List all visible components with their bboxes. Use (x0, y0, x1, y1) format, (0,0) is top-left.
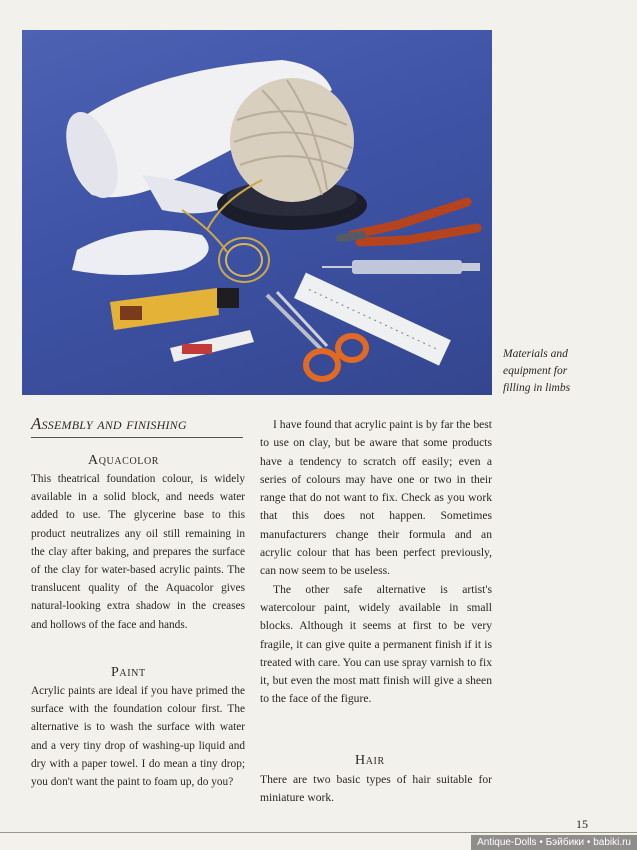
watermark: Antique-Dolls • Бэйбики • babiki.ru (471, 835, 637, 850)
watercolour-paragraph: The other safe alternative is artist's watercolour paint, widely available in small blocks. Although it seems at first to be very fragile, it can give quite a permanent finish if it is treated with care. You can use spray varnish to fix it, but even the most matt finish will give a sheen to the face of the figure. (260, 582, 492, 706)
hair-paragraph: There are two basic types of hair suitable for miniature work. (260, 773, 492, 805)
paint-paragraph: Acrylic paints are ideal if you have primed the surface with the foundation colour first. The alternative is to wash the surface with water and a very tiny drop of washing-up liquid and dry with a paper towel. I do mean a tiny drop; you don't want the paint to foam up, do you? (31, 685, 245, 789)
footer-rule (0, 832, 637, 833)
paint-text (31, 682, 245, 791)
aquacolor-text (31, 470, 245, 634)
caption-line: equipment for (503, 365, 568, 377)
hair-text (260, 771, 492, 808)
materials-photo (22, 30, 492, 395)
paint-heading: Paint (111, 665, 146, 680)
caption-line: filling in limbs (503, 382, 571, 394)
small-tube (170, 330, 254, 362)
page-number: 15 (576, 817, 588, 831)
section-heading: Assembly and finishing (31, 414, 243, 438)
materials-illustration (22, 30, 492, 395)
glue-tube (110, 288, 239, 330)
hair-heading: Hair (355, 753, 385, 768)
caption-line: Materials and (503, 348, 568, 360)
acrylic-paragraph: I have found that acrylic paint is by far the best to use on clay, but be aware that some products have a tendency to scratch off easily; even a series of colours may have one or two in their range that do not want to fix. Check as you work that this does not happen. Sometimes manufacturers change their formula and an acrylic colour that has been perfect previously, can now seem to be useless. (260, 418, 492, 578)
figure-caption (503, 346, 623, 397)
aquacolor-paragraph: This theatrical foundation colour, is widely available in a solid block, and needs water added to use. The glycerine base to this product neutralizes any oil still remaining in the clay after baking, and prepares the surface of the clay for water-based acrylic paints. The translucent quality of the Aquacolor gives natural-looking extra shadow in the creases and hollows of the face and hands. (31, 473, 245, 631)
aquacolor-heading: Aquacolor (88, 453, 160, 468)
right-column-text (260, 416, 492, 709)
syringe (322, 260, 480, 274)
